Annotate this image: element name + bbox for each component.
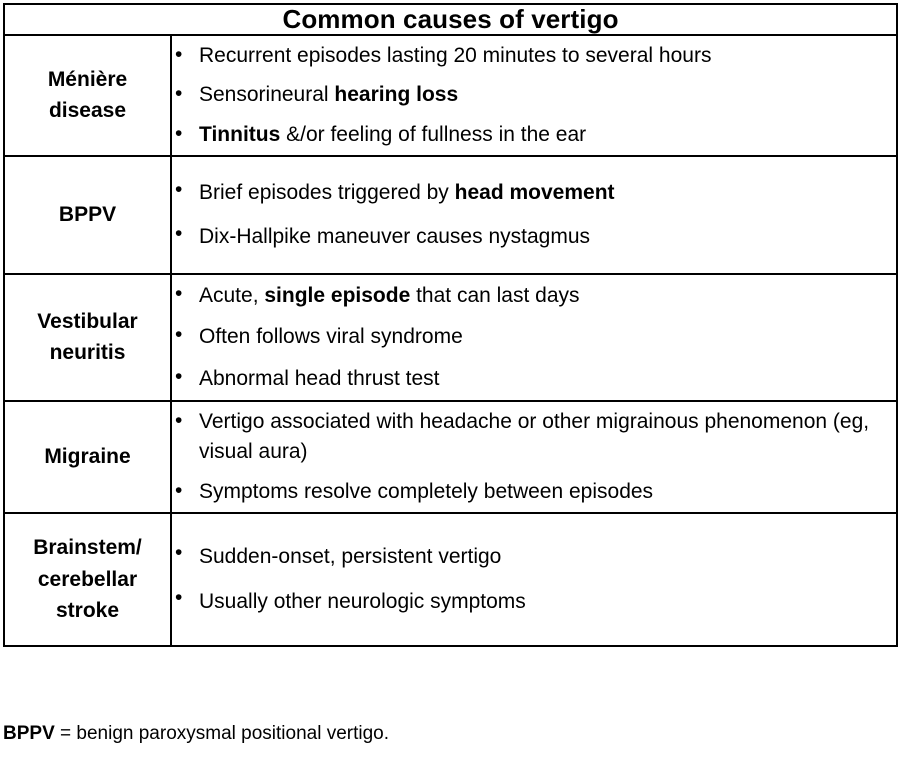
feature-text-emphasis: single episode (264, 283, 411, 307)
feature-item (172, 402, 896, 472)
feature-text: Recurrent episodes lasting 20 minutes to several hours (199, 43, 712, 67)
features-cell-migraine (171, 401, 897, 512)
cause-label-line: Migraine (44, 445, 131, 469)
table-row (4, 274, 897, 401)
feature-item (172, 579, 896, 625)
cause-label-brainstem-cerebellar-stroke (4, 513, 171, 647)
feature-text: Sensorineural (199, 83, 335, 107)
feature-item (172, 472, 896, 512)
feature-text: Dix-Hallpike maneuver causes nystagmus (199, 224, 590, 248)
cause-label-line: BPPV (58, 203, 117, 227)
feature-item (172, 171, 896, 215)
table-row (4, 513, 897, 647)
feature-text: Usually other neurologic symptoms (199, 590, 526, 614)
table-body (4, 4, 897, 646)
feature-item (172, 75, 896, 115)
table-title: Common causes of vertigo (4, 4, 897, 35)
feature-list (172, 534, 896, 626)
feature-item (172, 115, 896, 155)
feature-item (172, 316, 896, 358)
feature-list (172, 36, 896, 155)
feature-text: Often follows viral syndrome (199, 325, 463, 349)
feature-item (172, 275, 896, 317)
feature-text-emphasis: head movement (454, 181, 615, 205)
feature-item (172, 215, 896, 259)
cause-label-line: cerebellar (37, 567, 138, 591)
feature-text: that can last days (410, 283, 580, 307)
table-title-row (4, 4, 897, 35)
cause-label-line: Brainstem/ (33, 536, 142, 560)
cause-label-line: disease (48, 99, 127, 123)
cause-label-line: stroke (55, 599, 120, 623)
feature-item (172, 36, 896, 76)
feature-text-emphasis: Tinnitus (199, 123, 281, 147)
common-causes-of-vertigo-table (3, 3, 898, 647)
feature-item (172, 534, 896, 580)
cause-label-vestibular-neuritis (4, 274, 171, 401)
table-row (4, 156, 897, 274)
cause-label-line: neuritis (49, 341, 126, 365)
table-row (4, 35, 897, 156)
feature-text: Acute, (199, 283, 265, 307)
cause-label-line: Ménière (47, 67, 128, 91)
cause-label-migraine (4, 401, 171, 512)
footnote-definition: = benign paroxysmal positional vertigo. (54, 723, 390, 744)
features-cell-meniere-disease (171, 35, 897, 156)
feature-text: &/or feeling of fullness in the ear (280, 123, 587, 147)
features-cell-bppv (171, 156, 897, 274)
footnote-abbreviation: BPPV (3, 723, 55, 744)
feature-text: Abnormal head thrust test (199, 367, 440, 391)
feature-text: Vertigo associated with headache or other migrainous phenomenon (eg, visual aura) (199, 410, 870, 463)
cause-label-bppv (4, 156, 171, 274)
cause-label-line: Vestibular (37, 309, 138, 333)
table-row (4, 401, 897, 512)
feature-text: Brief episodes triggered by (199, 181, 455, 205)
features-cell-vestibular-neuritis (171, 274, 897, 401)
feature-text: Sudden-onset, persistent vertigo (199, 544, 502, 568)
feature-text-emphasis: hearing loss (334, 83, 459, 107)
feature-list (172, 275, 896, 400)
feature-text: Symptoms resolve completely between episodes (199, 479, 654, 503)
cause-label-meniere-disease (4, 35, 171, 156)
features-cell-brainstem-cerebellar-stroke (171, 513, 897, 647)
feature-list (172, 402, 896, 511)
feature-item (172, 358, 896, 400)
footnote (3, 722, 893, 747)
feature-list (172, 171, 896, 259)
